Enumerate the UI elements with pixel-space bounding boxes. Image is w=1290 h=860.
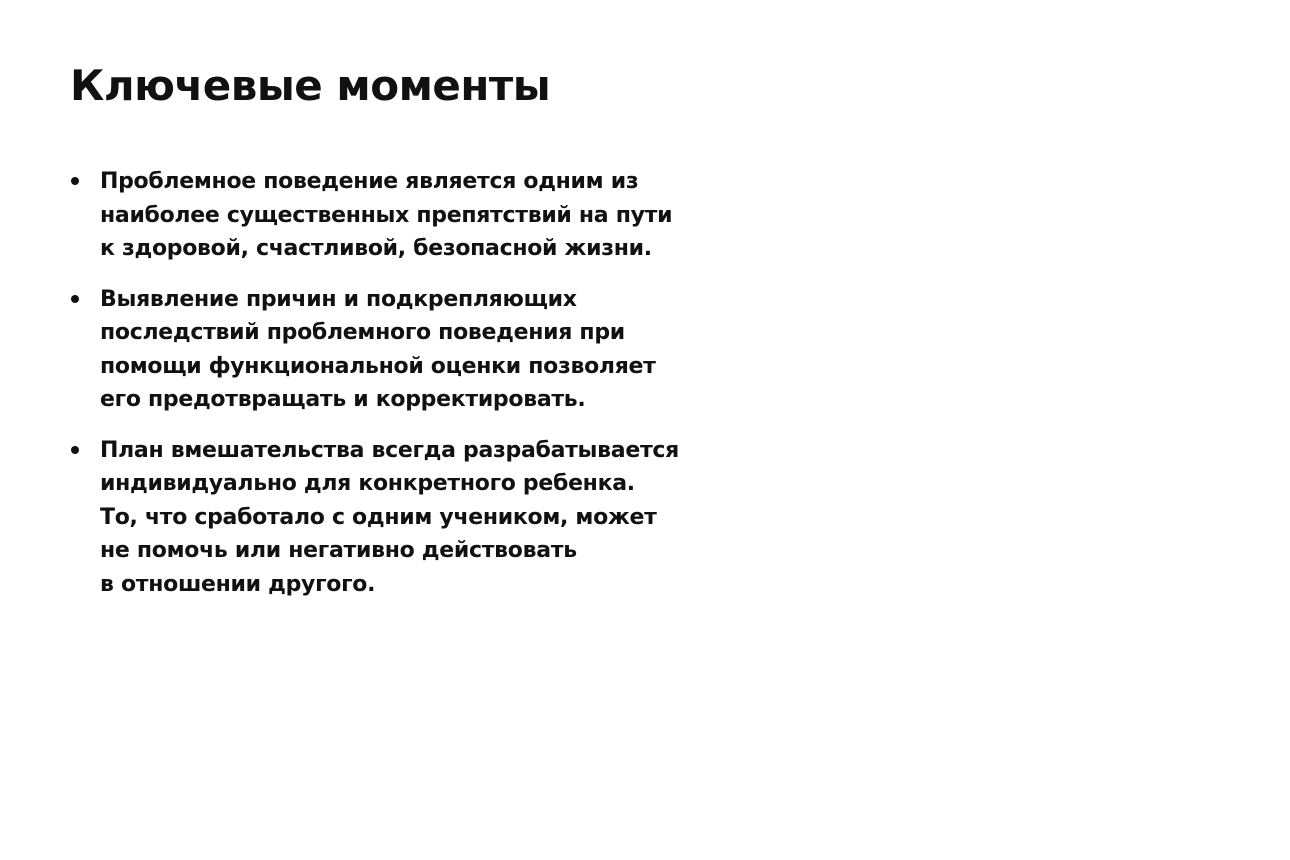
point-text-line: индивидуально для конкретного ребенка.: [100, 471, 635, 496]
bullet-icon: [71, 295, 79, 303]
point-text-line: последствий проблемного поведения при: [100, 320, 625, 345]
point-text-line: к здоровой, счастливой, безопасной жизни.: [100, 236, 652, 261]
point-text-line: То, что сработало с одним учеником, может: [100, 504, 657, 530]
list-item: [70, 283, 750, 417]
point-text-line: его предотвращать и корректировать.: [100, 387, 586, 412]
point-text-line: не помочь или негативно действовать: [100, 538, 577, 563]
slide-title: Ключевые моменты: [70, 61, 551, 110]
list-item: [70, 165, 750, 266]
bullet-icon: [71, 446, 79, 454]
point-text-line: Проблемное поведение является одним из: [100, 169, 639, 194]
point-text-line: План вмешательства всегда разрабатывается: [100, 437, 679, 463]
point-text-line: в отношении другого.: [100, 571, 376, 597]
point-text-line: наиболее существенных препятствий на пути: [100, 202, 673, 228]
key-points-list: [70, 165, 750, 618]
bullet-icon: [71, 177, 79, 185]
list-item: [70, 434, 750, 602]
point-text-line: помощи функциональной оценки позволяет: [100, 353, 656, 379]
point-text-line: Выявление причин и подкрепляющих: [100, 286, 577, 312]
